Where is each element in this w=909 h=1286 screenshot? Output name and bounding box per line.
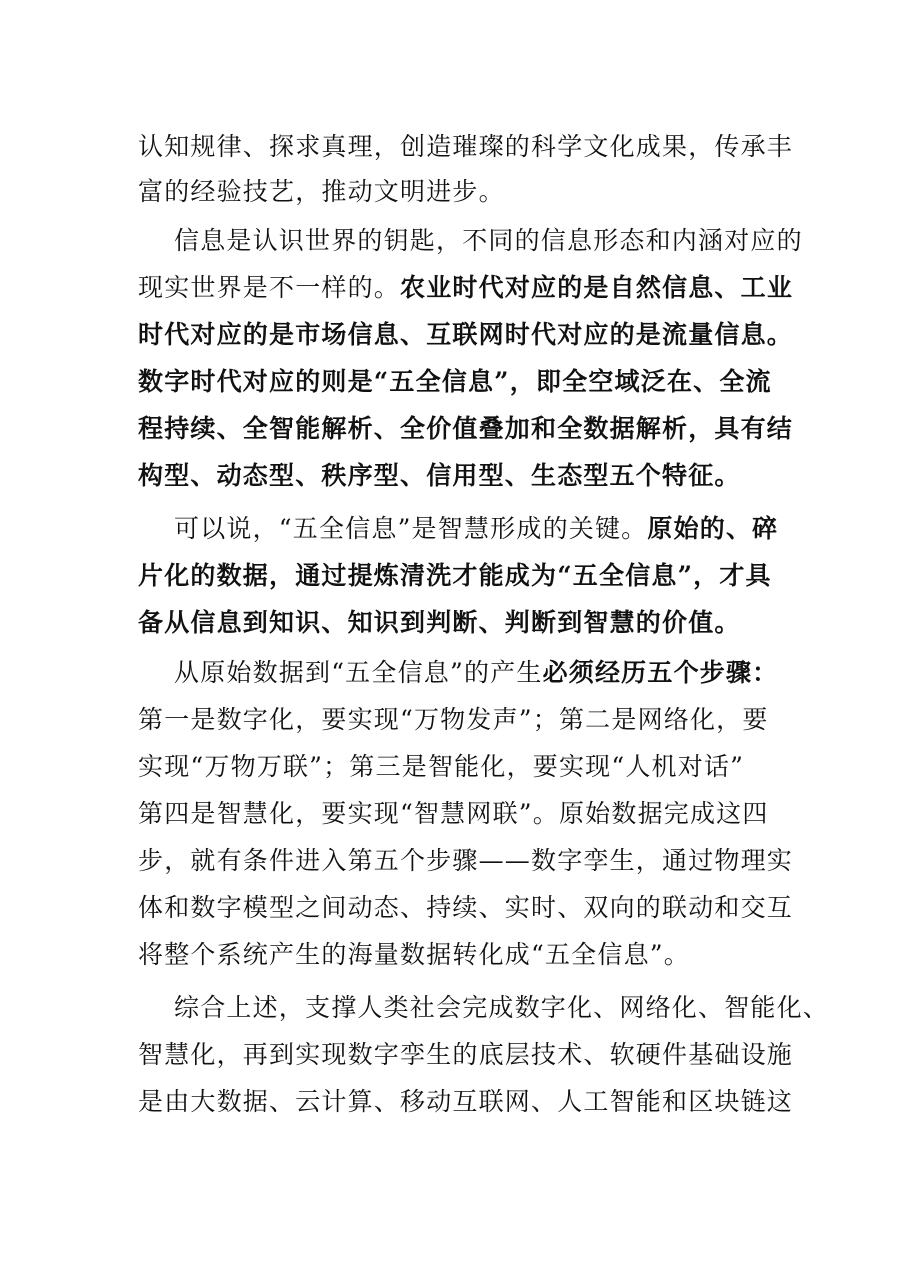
paragraph-4-line-4: 第四是智慧化，要实现“智慧网联”。原始数据完成这四 <box>138 799 769 828</box>
paragraph-4-line-1-bold: 必须经历五个步骤： <box>542 658 779 687</box>
paragraph-3-line-1-bold: 原始的、碎 <box>647 514 779 543</box>
paragraph-2-line-3: 时代对应的是市场信息、互联网时代对应的是流量信息。 <box>138 320 794 349</box>
paragraph-4-line-5: 步，就有条件进入第五个步骤——数字孪生，通过物理实 <box>138 846 794 875</box>
paragraph-4-line-1-normal: 从原始数据到“五全信息”的产生 <box>174 658 543 687</box>
paragraph-2-line-2 <box>138 268 794 308</box>
paragraph-2-line-2-bold: 农业时代对应的是自然信息、工业 <box>400 273 794 302</box>
paragraph-1-line-2: 富的经验技艺，推动文明进步。 <box>138 177 505 206</box>
paragraph-5-line-3: 是由大数据、云计算、移动互联网、人工智能和区块链这 <box>138 1087 794 1116</box>
paragraph-3-line-3: 备从信息到知识、知识到判断、判断到智慧的价值。 <box>138 608 741 637</box>
paragraph-5-line-2: 智慧化，再到实现数字孪生的底层技术、软硬件基础设施 <box>138 1040 794 1069</box>
paragraph-4-line-2: 第一是数字化，要实现“万物发声”；第二是网络化，要 <box>138 705 769 734</box>
paragraph-1-line-1: 认知规律、探求真理，创造璀璨的科学文化成果，传承丰 <box>138 132 794 161</box>
paragraph-2-line-6: 构型、动态型、秩序型、信用型、生态型五个特征。 <box>138 461 741 490</box>
paragraph-3-line-1 <box>174 509 824 549</box>
paragraph-3-line-1-normal: 可以说，“五全信息”是智慧形成的关键。 <box>174 514 648 543</box>
paragraph-5-line-1: 综合上述，支撑人类社会完成数字化、网络化、智能化、 <box>174 993 830 1022</box>
paragraph-2-line-2-normal: 现实世界是不一样的。 <box>138 273 401 302</box>
paragraph-4-line-1 <box>174 653 824 693</box>
paragraph-2-line-4: 数字时代对应的则是“五全信息”，即全空域泛在、全流 <box>138 367 772 396</box>
paragraph-2-line-5: 程持续、全智能解析、全价值叠加和全数据解析，具有结 <box>138 414 794 443</box>
paragraph-4-line-6: 体和数字模型之间动态、持续、实时、双向的联动和交互 <box>138 893 794 922</box>
paragraph-4-line-7: 将整个系统产生的海量数据转化成“五全信息”。 <box>138 940 690 969</box>
paragraph-3-line-2: 片化的数据，通过提炼清洗才能成为“五全信息”，才具 <box>138 561 772 590</box>
paragraph-4-line-3: 实现“万物万联”；第三是智能化，要实现“人机对话” <box>138 752 745 781</box>
paragraph-2-line-1: 信息是认识世界的钥匙，不同的信息形态和内涵对应的 <box>174 226 803 255</box>
